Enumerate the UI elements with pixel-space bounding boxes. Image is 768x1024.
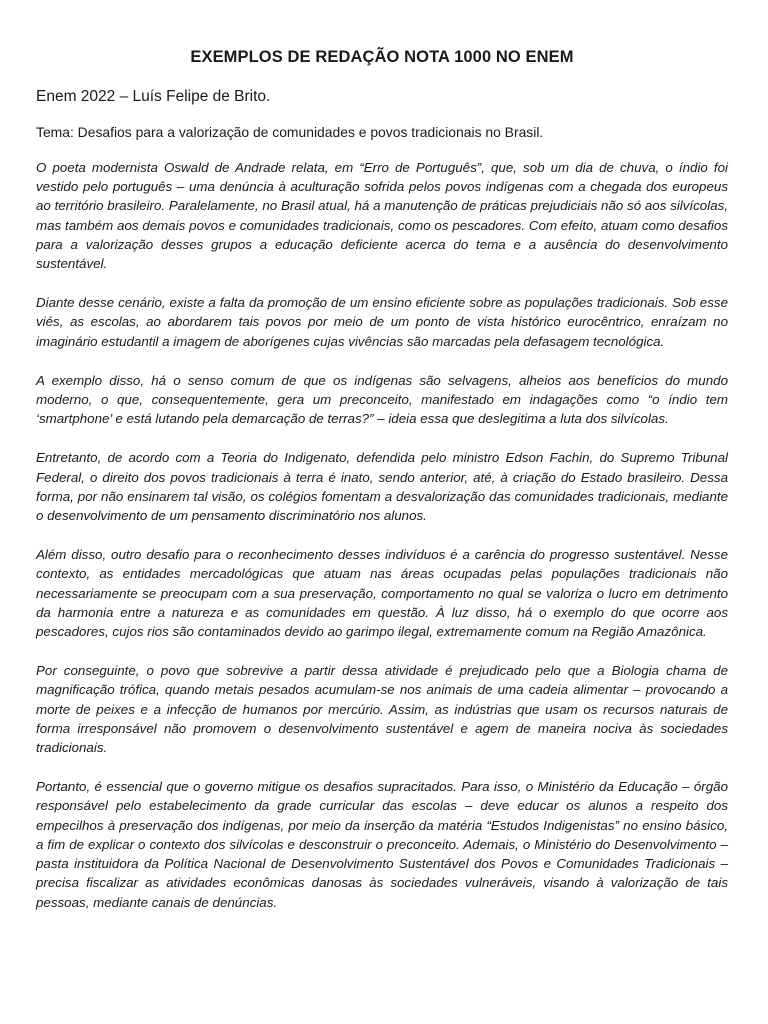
document-title: EXEMPLOS DE REDAÇÃO NOTA 1000 NO ENEM (190, 48, 574, 66)
essay-paragraph-2: Diante desse cenário, existe a falta da promoção de um ensino eficiente sobre as populações tradicionais. Sob esse viés, as escolas, ao abordarem tais povos por meio de um ponto de vista histórico eurocêntrico, enraízam no imaginário estudantil a imagem de aborígenes cujas vivências são marcadas pela defasagem tecnológica. (36, 295, 728, 349)
essay-paragraph-1: O poeta modernista Oswald de Andrade relata, em “Erro de Português”, que, sob um dia de chuva, o índio foi vestido pelo português – uma denúncia à aculturação sofrida pelos povos indígenas com a chegada dos europeus ao território brasileiro. Paralelamente, no Brasil atual, há a manutenção de práticas prejudiciais não só aos silvícolas, mas também aos demais povos e comunidades tradicionais, como os pescadores. Com efeito, atuam como desafios para a valorização desses grupos a educação deficiente acerca do tema e a ausência do desenvolvimento sustentável. (36, 160, 728, 272)
essay-paragraph-6: Por conseguinte, o povo que sobrevive a partir dessa atividade é prejudicado pelo que a Biologia chama de magnificação trófica, quando metais pesados acumulam-se nos animais de uma cadeia alimentar – provocando a morte de peixes e a infecção de humanos por mercúrio. Assim, as indústrias que usam os recursos naturais de forma irresponsável não promovem o desenvolvimento sustentável e agem de maneira nociva às sociedades tradicionais. (36, 663, 728, 756)
essay-paragraph-5: Além disso, outro desafio para o reconhecimento desses indivíduos é a carência do progresso sustentável. Nesse contexto, as entidades mercadológicas que atuam nas áreas ocupadas pelas populações tradicionais não necessariamente se preocupam com a sua preservação, comportamento no qual se valoriza o lucro em detrimento da harmonia entre a natureza e as comunidades em questão. À luz disso, há o exemplo do que ocorre aos pescadores, cujos rios são contaminados devido ao garimpo ilegal, extremamente comum na Região Amazônica. (36, 547, 728, 640)
document-page (36, 0, 728, 932)
essay-body (36, 158, 728, 912)
essay-paragraph-7: Portanto, é essencial que o governo mitigue os desafios supracitados. Para isso, o Ministério da Educação – órgão responsável pelo estabelecimento da grade curricular das escolas – deve educar os alunos a respeito dos empecilhos à preservação dos indígenas, por meio da inserção da matéria “Estudos Indigenistas” no ensino básico, a fim de explicar o contexto dos silvícolas e desconstruir o preconceito. Ademais, o Ministério do Desenvolvimento – pasta instituidora da Política Nacional de Desenvolvimento Sustentável dos Povos e Comunidades Tradicionais – precisa fiscalizar as atividades econômicas danosas às sociedades vulneráveis, visando à valorização de tais pessoas, mediante canais de denúncias. (36, 779, 728, 910)
essay-paragraph-3: A exemplo disso, há o senso comum de que os indígenas são selvagens, alheios aos benefícios do mundo moderno, o que, consequentemente, gera um preconceito, manifestado em indagações como “o índio tem ‘smartphone’ e está lutando pela demarcação de terras?” – ideia essa que deslegitima a luta dos silvícolas. (36, 372, 728, 427)
essay-author-line: Enem 2022 – Luís Felipe de Brito. (36, 88, 271, 105)
essay-paragraph-4: Entretanto, de acordo com a Teoria do Indigenato, defendida pelo ministro Edson Fachin, do Supremo Tribunal Federal, o direito dos povos tradicionais à terra é inato, sendo anterior, até, à criação do Estado brasileiro. Dessa forma, por não ensinarem tal visão, os colégios fomentam a desvalorização das comunidades tradicionais, mediante o desenvolvimento de um pensamento discriminatório nos alunos. (36, 450, 728, 524)
essay-theme: Tema: Desafios para a valorização de comunidades e povos tradicionais no Brasil. (36, 124, 544, 140)
